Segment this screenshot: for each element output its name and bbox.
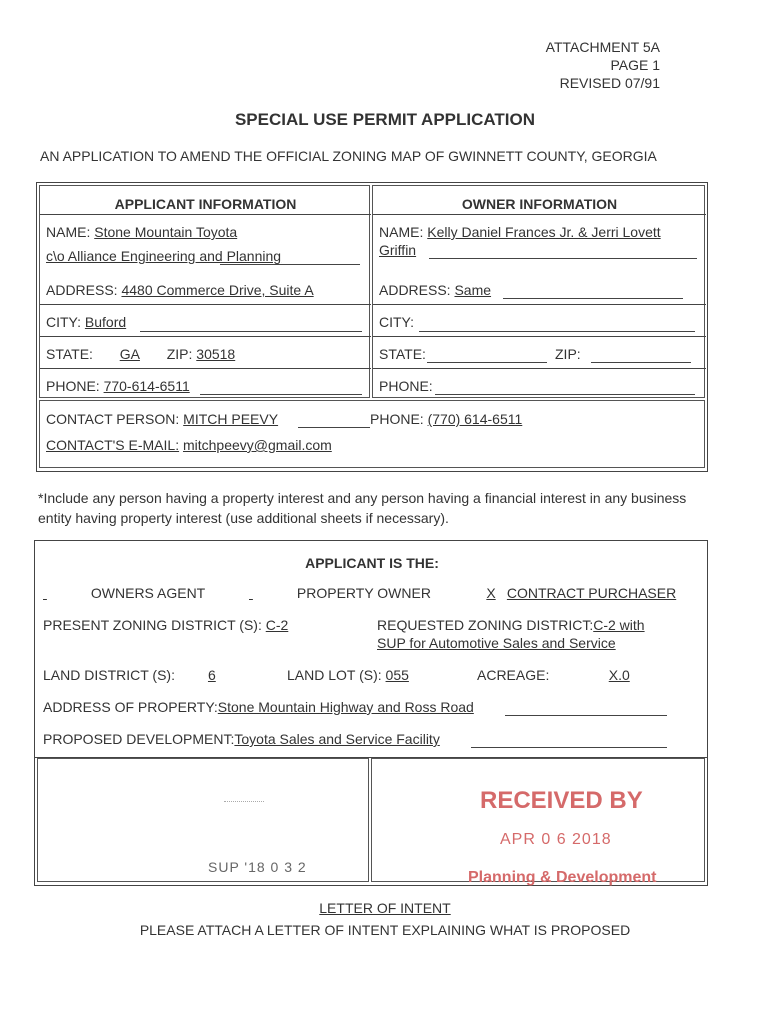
divider	[40, 336, 371, 337]
divider	[40, 304, 371, 305]
owner-address-value[interactable]: Same	[454, 282, 492, 298]
divider	[373, 336, 706, 337]
interest-note: *Include any person having a property interest and any person having a financial interest in any business entity having property interest (use additional sheets if necessary).	[38, 490, 687, 526]
applicant-city-label: CITY:	[46, 314, 82, 330]
owner-address-row	[379, 282, 491, 298]
acreage-row	[477, 667, 685, 683]
owner-name-value-2[interactable]: Griffin	[379, 242, 417, 258]
owner-city-row	[379, 314, 414, 330]
department-stamp: Planning & Development	[468, 869, 657, 886]
owner-city-label: CITY:	[379, 314, 415, 330]
applicant-name-value-2[interactable]: c\o Alliance Engineering and Planning	[46, 248, 282, 264]
city-line	[419, 331, 695, 332]
blank-line	[249, 585, 293, 601]
office-use-right	[371, 758, 705, 886]
option-property-owner[interactable]	[249, 585, 431, 601]
applicant-type-heading: APPLICANT IS THE:	[305, 555, 439, 571]
applicant-name-row-2	[46, 248, 281, 264]
contact-person-label: CONTACT PERSON:	[46, 411, 180, 427]
applicant-city-row	[46, 314, 126, 330]
proposed-development-value[interactable]: Toyota Sales and Service Facility	[234, 731, 440, 747]
property-address-label: ADDRESS OF PROPERTY:	[43, 699, 218, 715]
requested-zoning-row	[377, 617, 645, 633]
received-stamp: RECEIVED BY	[480, 787, 643, 814]
revised-date: REVISED 07/91	[559, 75, 660, 91]
stamp-section	[34, 758, 708, 886]
attachment-label: ATTACHMENT 5A	[545, 39, 660, 55]
contact-phone-row	[370, 411, 522, 427]
acreage-label: ACREAGE:	[477, 667, 550, 683]
contact-email-value[interactable]: mitchpeevy@gmail.com	[182, 437, 332, 453]
owner-panel	[372, 185, 705, 398]
requested-zoning-label: REQUESTED ZONING DISTRICT:	[377, 617, 594, 633]
contact-line	[298, 427, 370, 428]
land-lot-row	[287, 667, 409, 683]
owner-address-label: ADDRESS:	[379, 282, 451, 298]
owner-name-row	[379, 224, 661, 240]
divider	[373, 304, 706, 305]
received-date-stamp: APR 0 6 2018	[500, 831, 612, 848]
name-line	[220, 264, 360, 265]
owner-name-label: NAME:	[379, 224, 424, 240]
proposed-development-row	[43, 731, 440, 747]
applicant-name-row	[46, 224, 237, 240]
sup-number-stamp: SUP '18 0 3 2	[208, 859, 307, 875]
applicant-owner-section	[36, 182, 708, 472]
applicant-city-value[interactable]: Buford	[84, 314, 127, 330]
contact-phone-label: PHONE:	[370, 411, 424, 427]
phone-line	[200, 394, 362, 395]
development-line	[471, 747, 667, 748]
contact-person-row	[46, 411, 278, 427]
address-line	[505, 715, 667, 716]
applicant-address-label: ADDRESS:	[46, 282, 118, 298]
owner-phone-row	[379, 378, 433, 394]
option-owners-agent-label: OWNERS AGENT	[90, 585, 206, 601]
owner-name-row-2	[379, 242, 416, 258]
option-property-owner-label: PROPERTY OWNER	[296, 585, 431, 601]
present-zoning-value[interactable]: C-2	[265, 617, 289, 633]
contact-panel	[39, 400, 705, 468]
present-zoning-row	[43, 617, 288, 633]
applicant-phone-row	[46, 378, 190, 394]
letter-of-intent-instruction: PLEASE ATTACH A LETTER OF INTENT EXPLAINING WHAT IS PROPOSED	[139, 922, 631, 938]
applicant-address-value[interactable]: 4480 Commerce Drive, Suite A	[121, 282, 314, 298]
name-line	[429, 258, 697, 259]
applicant-type-section	[34, 540, 708, 758]
applicant-address-row	[46, 282, 314, 298]
option-contract-purchaser-label: CONTRACT PURCHASER	[506, 585, 677, 601]
land-district-row	[43, 667, 245, 683]
divider	[373, 368, 706, 369]
divider	[373, 214, 706, 215]
land-district-value[interactable]: 6	[207, 667, 216, 683]
acreage-value[interactable]: X.0	[608, 667, 630, 683]
owner-zip-row	[555, 346, 581, 362]
city-line	[140, 331, 362, 332]
contact-person-value[interactable]: MITCH PEEVY	[183, 411, 279, 427]
page-title: SPECIAL USE PERMIT APPLICATION	[234, 110, 536, 129]
state-line	[427, 362, 547, 363]
page-number: PAGE 1	[610, 57, 660, 73]
proposed-development-label: PROPOSED DEVELOPMENT:	[43, 731, 235, 747]
page-subtitle: AN APPLICATION TO AMEND THE OFFICIAL ZONING MAP OF GWINNETT COUNTY, GEORGIA	[40, 148, 657, 164]
land-district-label: LAND DISTRICT (S):	[43, 667, 175, 683]
option-owners-agent[interactable]	[43, 585, 205, 601]
requested-zoning-value-2[interactable]: SUP for Automotive Sales and Service	[377, 635, 616, 651]
owner-phone-label: PHONE:	[379, 378, 433, 394]
requested-zoning-row-2	[377, 635, 616, 651]
requested-zoning-value[interactable]: C-2 with	[593, 617, 645, 633]
owner-state-row	[379, 346, 426, 362]
applicant-name-label: NAME:	[46, 224, 91, 240]
letter-of-intent-label: LETTER OF INTENT	[319, 900, 451, 916]
owner-name-value[interactable]: Kelly Daniel Frances Jr. & Jerri Lovett	[427, 224, 661, 240]
contact-phone-value[interactable]: (770) 614-6511	[427, 411, 523, 427]
contact-email-row	[46, 437, 332, 453]
applicant-panel	[39, 185, 370, 398]
applicant-state-label: STATE:	[46, 346, 93, 362]
blank-line	[43, 585, 87, 601]
applicant-phone-value[interactable]: 770-614-6511	[103, 378, 190, 394]
applicant-state-row	[46, 346, 235, 362]
land-lot-value[interactable]: 055	[385, 667, 409, 683]
option-contract-purchaser-mark: X	[486, 585, 496, 601]
owner-heading: OWNER INFORMATION	[461, 196, 618, 212]
property-address-value[interactable]: Stone Mountain Highway and Ross Road	[217, 699, 474, 715]
office-use-left	[37, 758, 369, 882]
zip-line	[591, 362, 691, 363]
address-line	[503, 298, 683, 299]
property-address-row	[43, 699, 474, 715]
present-zoning-label: PRESENT ZONING DISTRICT (S):	[43, 617, 262, 633]
smudge	[224, 801, 264, 802]
applicant-phone-label: PHONE:	[46, 378, 100, 394]
owner-zip-label: ZIP:	[555, 346, 581, 362]
applicant-state-value[interactable]: GA	[119, 346, 140, 362]
applicant-zip-label: ZIP:	[166, 346, 193, 362]
option-contract-purchaser[interactable]	[479, 585, 676, 601]
land-lot-label: LAND LOT (S):	[287, 667, 382, 683]
owner-state-label: STATE:	[379, 346, 426, 362]
divider	[40, 214, 371, 215]
divider	[40, 368, 371, 369]
letter-of-intent-heading	[0, 900, 770, 916]
applicant-heading: APPLICANT INFORMATION	[114, 196, 297, 212]
phone-line	[435, 394, 695, 395]
applicant-name-value[interactable]: Stone Mountain Toyota	[94, 224, 238, 240]
contact-email-label: CONTACT'S E-MAIL:	[46, 437, 180, 453]
applicant-zip-value[interactable]: 30518	[196, 346, 236, 362]
